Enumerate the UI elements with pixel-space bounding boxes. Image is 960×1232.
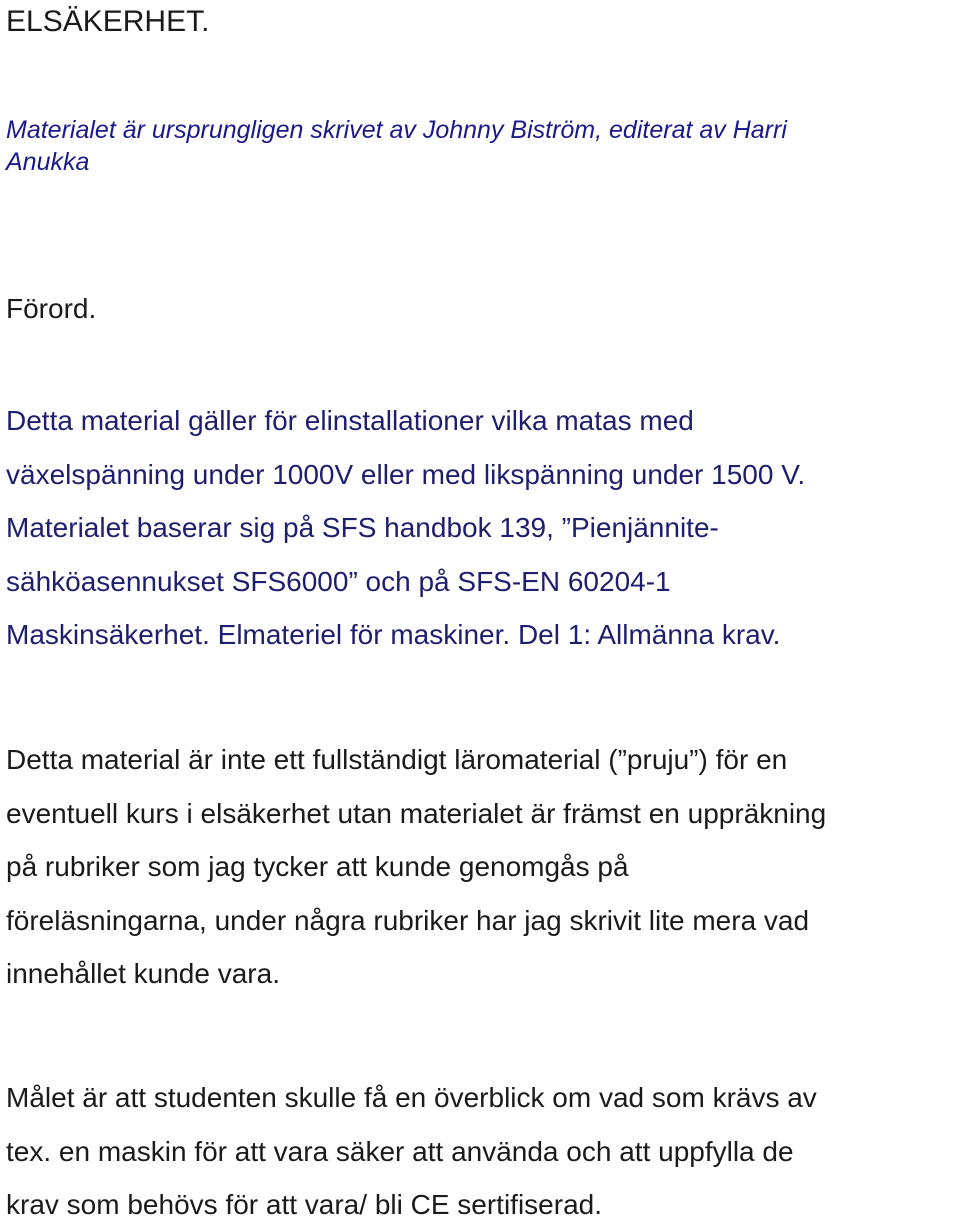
- paragraph-line: tex. en maskin för att vara säker att använda och att uppfylla de: [6, 1135, 794, 1167]
- byline-line: Materialet är ursprungligen skrivet av Johnny Biström, editerat av Harri: [6, 116, 787, 144]
- paragraph-line: Maskinsäkerhet. Elmateriel för maskiner. Del 1: Allmänna krav.: [6, 619, 781, 650]
- paragraph-goal: [6, 1071, 958, 1232]
- paragraph-line: föreläsningarna, under några rubriker har jag skrivit lite mera vad: [6, 904, 810, 936]
- paragraph-line: innehållet kunde vara.: [6, 958, 280, 989]
- paragraph-line: på rubriker som jag tycker att kunde genomgås på: [6, 851, 629, 882]
- author-byline: [6, 114, 936, 178]
- paragraph-line: eventuell kurs i elsäkerhet utan materialet är främst en uppräkning: [6, 797, 827, 829]
- paragraph-line: Målet är att studenten skulle få en överblick om vad som krävs av: [6, 1082, 817, 1113]
- paragraph-line: Materialet baserar sig på SFS handbok 139, ”Pienjännite-: [6, 512, 719, 543]
- document-heading: ELSÄKERHET.: [6, 5, 210, 38]
- paragraph-line: sähköasennukset SFS6000” och på SFS-EN 60204-1: [6, 565, 671, 597]
- paragraph-line: krav som behövs för att vara/ bli CE sertifiserad.: [6, 1189, 602, 1220]
- byline-line: Anukka: [6, 148, 90, 176]
- paragraph-line: Detta material gäller för elinstallationer vilka matas med: [6, 405, 694, 436]
- paragraph-scope: [6, 394, 958, 662]
- paragraph-purpose: [6, 733, 958, 1001]
- paragraph-line: Detta material är inte ett fullständigt läromaterial (”pruju”) för en: [6, 744, 788, 775]
- paragraph-line: växelspänning under 1000V eller med likspänning under 1500 V.: [6, 458, 806, 490]
- section-title-forord: Förord.: [6, 293, 97, 324]
